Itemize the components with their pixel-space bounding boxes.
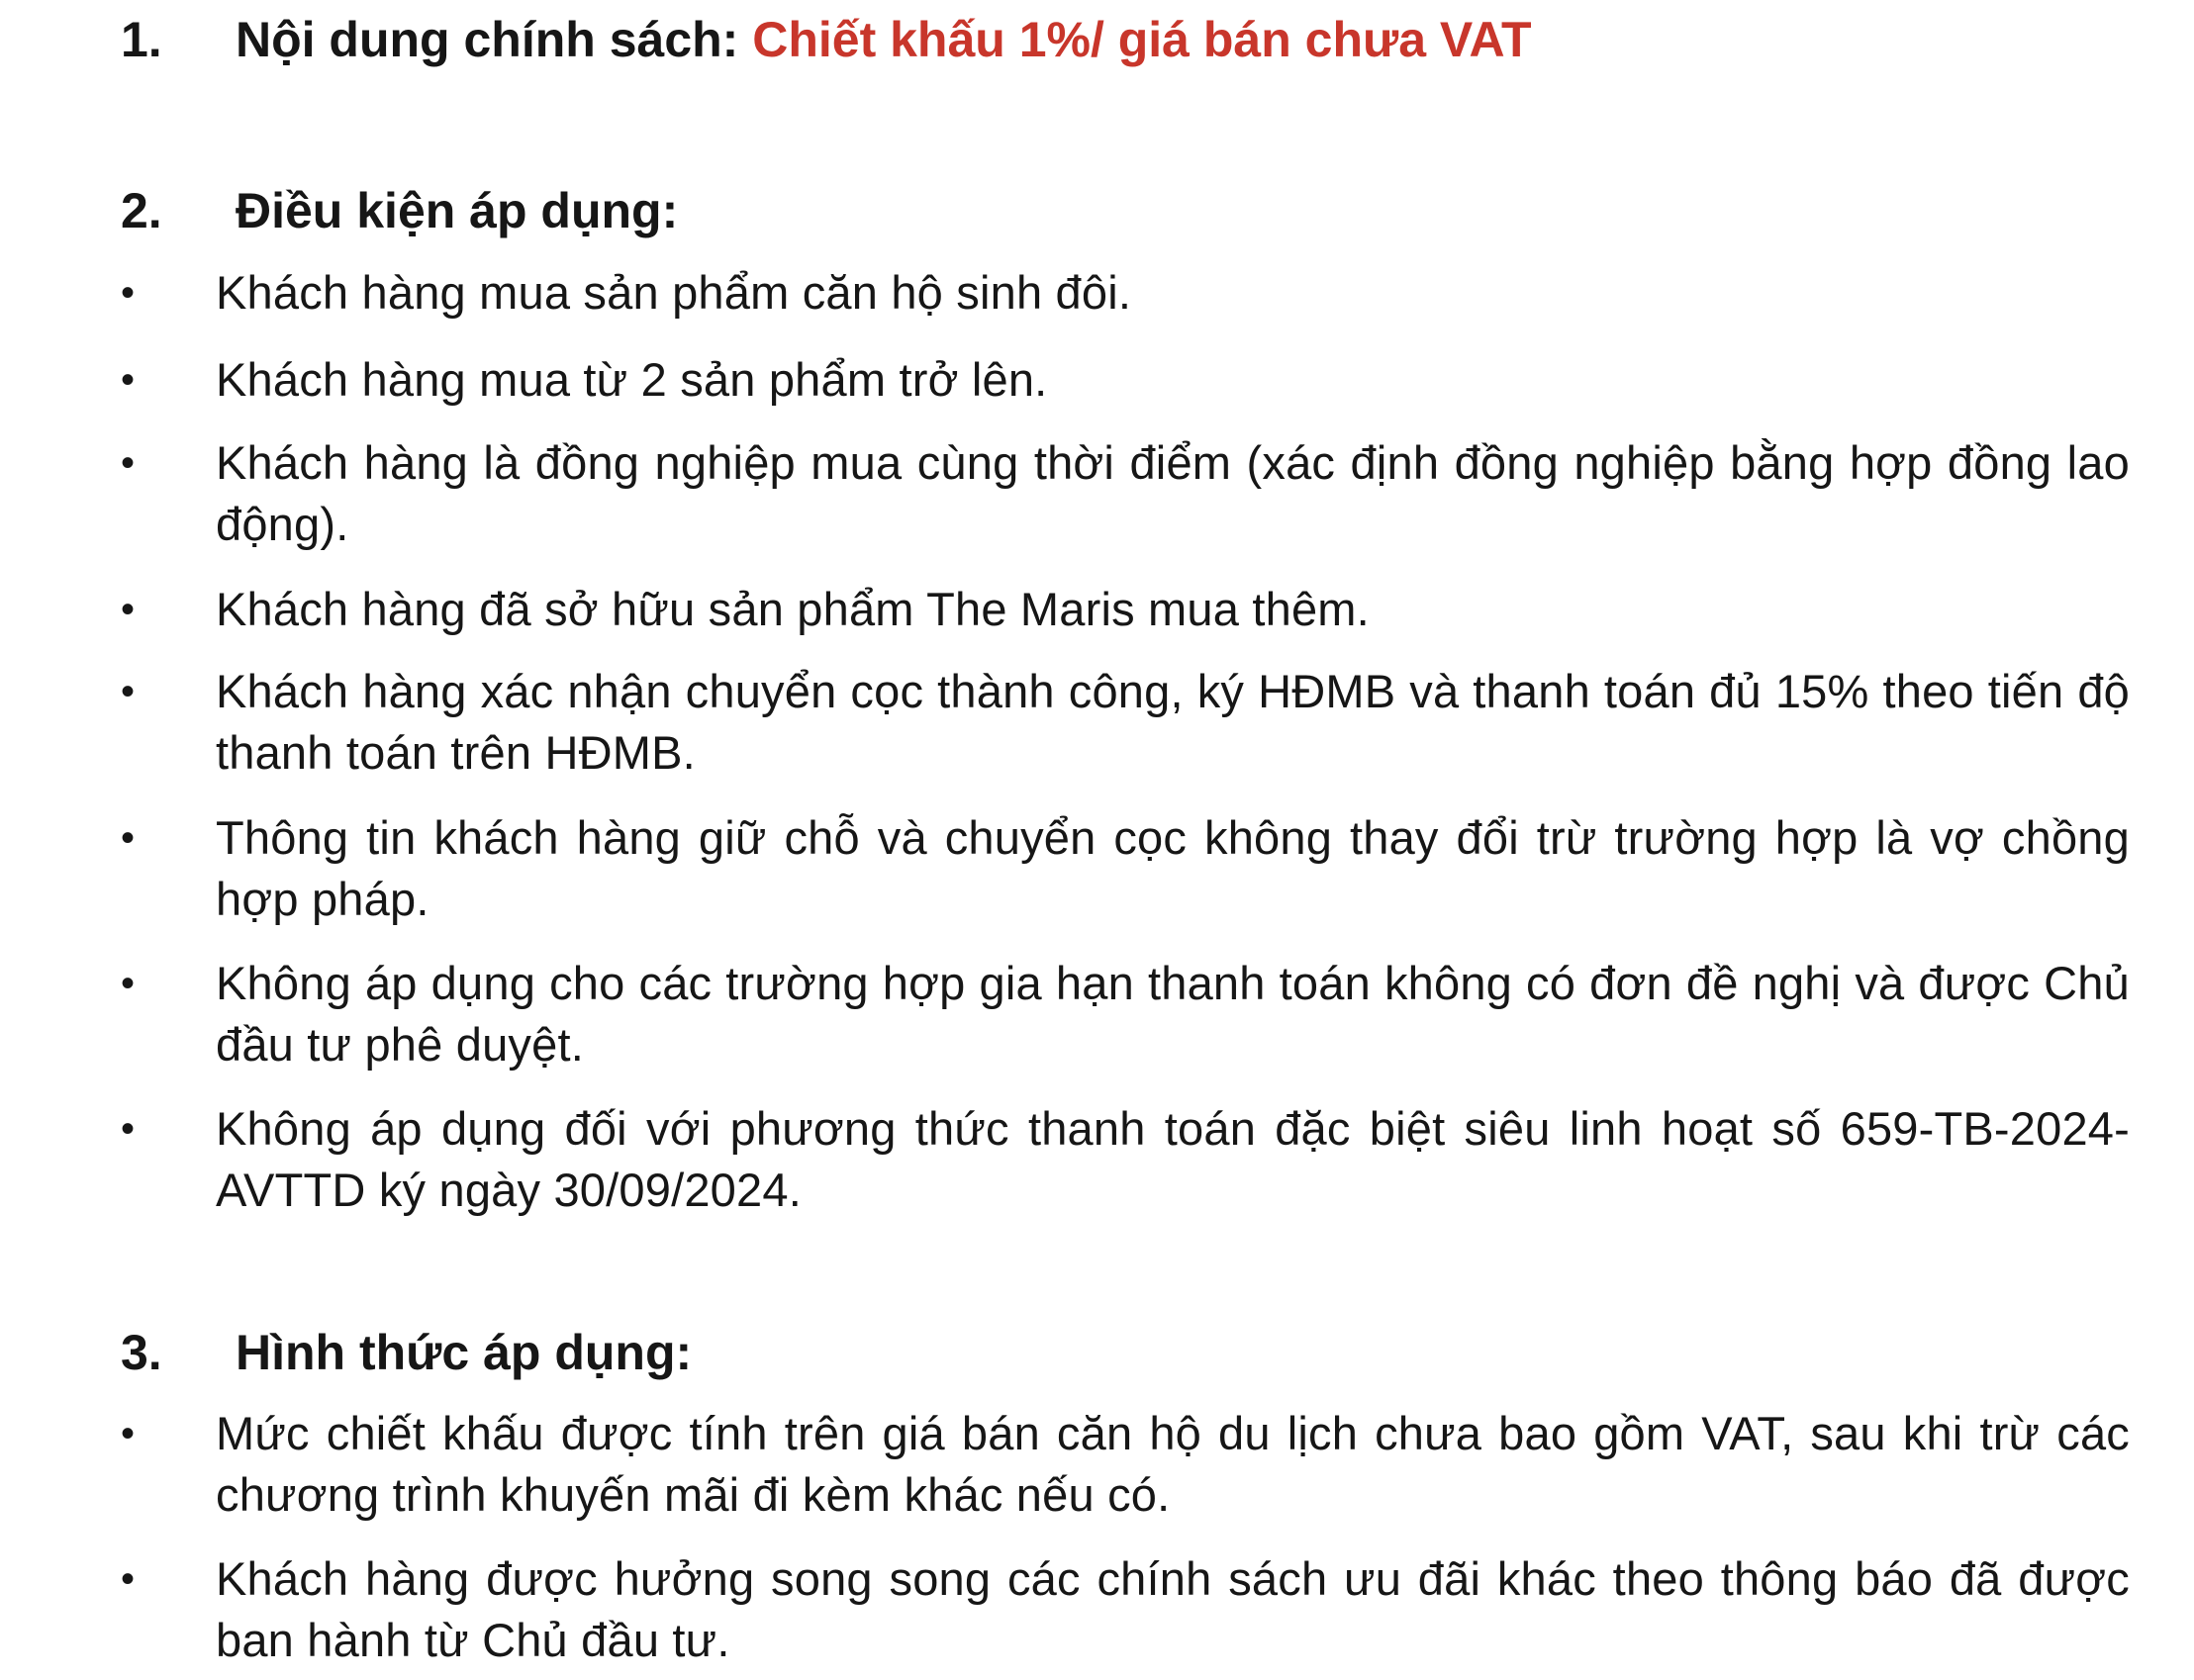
- bullet-icon: •: [121, 816, 136, 860]
- section-1-label: Nội dung chính sách:: [236, 12, 753, 67]
- application-text: Mức chiết khấu được tính trên giá bán căn hộ du lịch chưa bao gồm VAT, sau khi trừ các chương trình khuyến mãi đi kèm khác nếu có.: [216, 1407, 2130, 1521]
- condition-text: Khách hàng xác nhận chuyển cọc thành công, ký HĐMB và thanh toán đủ 15% theo tiến độ thanh toán trên HĐMB.: [216, 665, 2130, 779]
- condition-text: Thông tin khách hàng giữ chỗ và chuyển cọc không thay đổi trừ trường hợp là vợ chồng hợp pháp.: [216, 811, 2130, 925]
- condition-text: Không áp dụng đối với phương thức thanh toán đặc biệt siêu linh hoạt số 659-TB-2024-AVTTD ký ngày 30/09/2024.: [216, 1102, 2130, 1216]
- bullet-icon: •: [121, 1557, 136, 1601]
- bullet-icon: •: [121, 588, 136, 631]
- bullet-icon: •: [121, 1107, 136, 1151]
- application-text: Khách hàng được hưởng song song các chính sách ưu đãi khác theo thông báo đã được ban hành từ Chủ đầu tư.: [216, 1552, 2130, 1666]
- section-3-title: Hình thức áp dụng:: [236, 1325, 693, 1380]
- bullet-icon: •: [121, 358, 136, 402]
- section-2-title: Điều kiện áp dụng:: [236, 183, 679, 238]
- bullet-icon: •: [121, 1412, 136, 1455]
- condition-text: Khách hàng là đồng nghiệp mua cùng thời điểm (xác định đồng nghiệp bằng hợp đồng lao động).: [216, 436, 2130, 550]
- section-1-highlight: Chiết khấu 1%/ giá bán chưa VAT: [752, 12, 1532, 67]
- bullet-icon: •: [121, 962, 136, 1005]
- bullet-icon: •: [121, 441, 136, 485]
- bullet-icon: •: [121, 670, 136, 713]
- bullet-icon: •: [121, 271, 136, 315]
- condition-text: Không áp dụng cho các trường hợp gia hạn thanh toán không có đơn đề nghị và được Chủ đầu tư phê duyệt.: [216, 957, 2130, 1071]
- condition-text: Khách hàng mua sản phẩm căn hộ sinh đôi.: [216, 266, 1132, 319]
- condition-text: Khách hàng đã sở hữu sản phẩm The Maris mua thêm.: [216, 583, 1370, 635]
- section-1-title: [236, 10, 1532, 69]
- condition-text: Khách hàng mua từ 2 sản phẩm trở lên.: [216, 353, 1048, 406]
- section-2-number: 2.: [121, 183, 162, 238]
- section-1-number: 1.: [121, 12, 162, 67]
- section-3-number: 3.: [121, 1325, 162, 1380]
